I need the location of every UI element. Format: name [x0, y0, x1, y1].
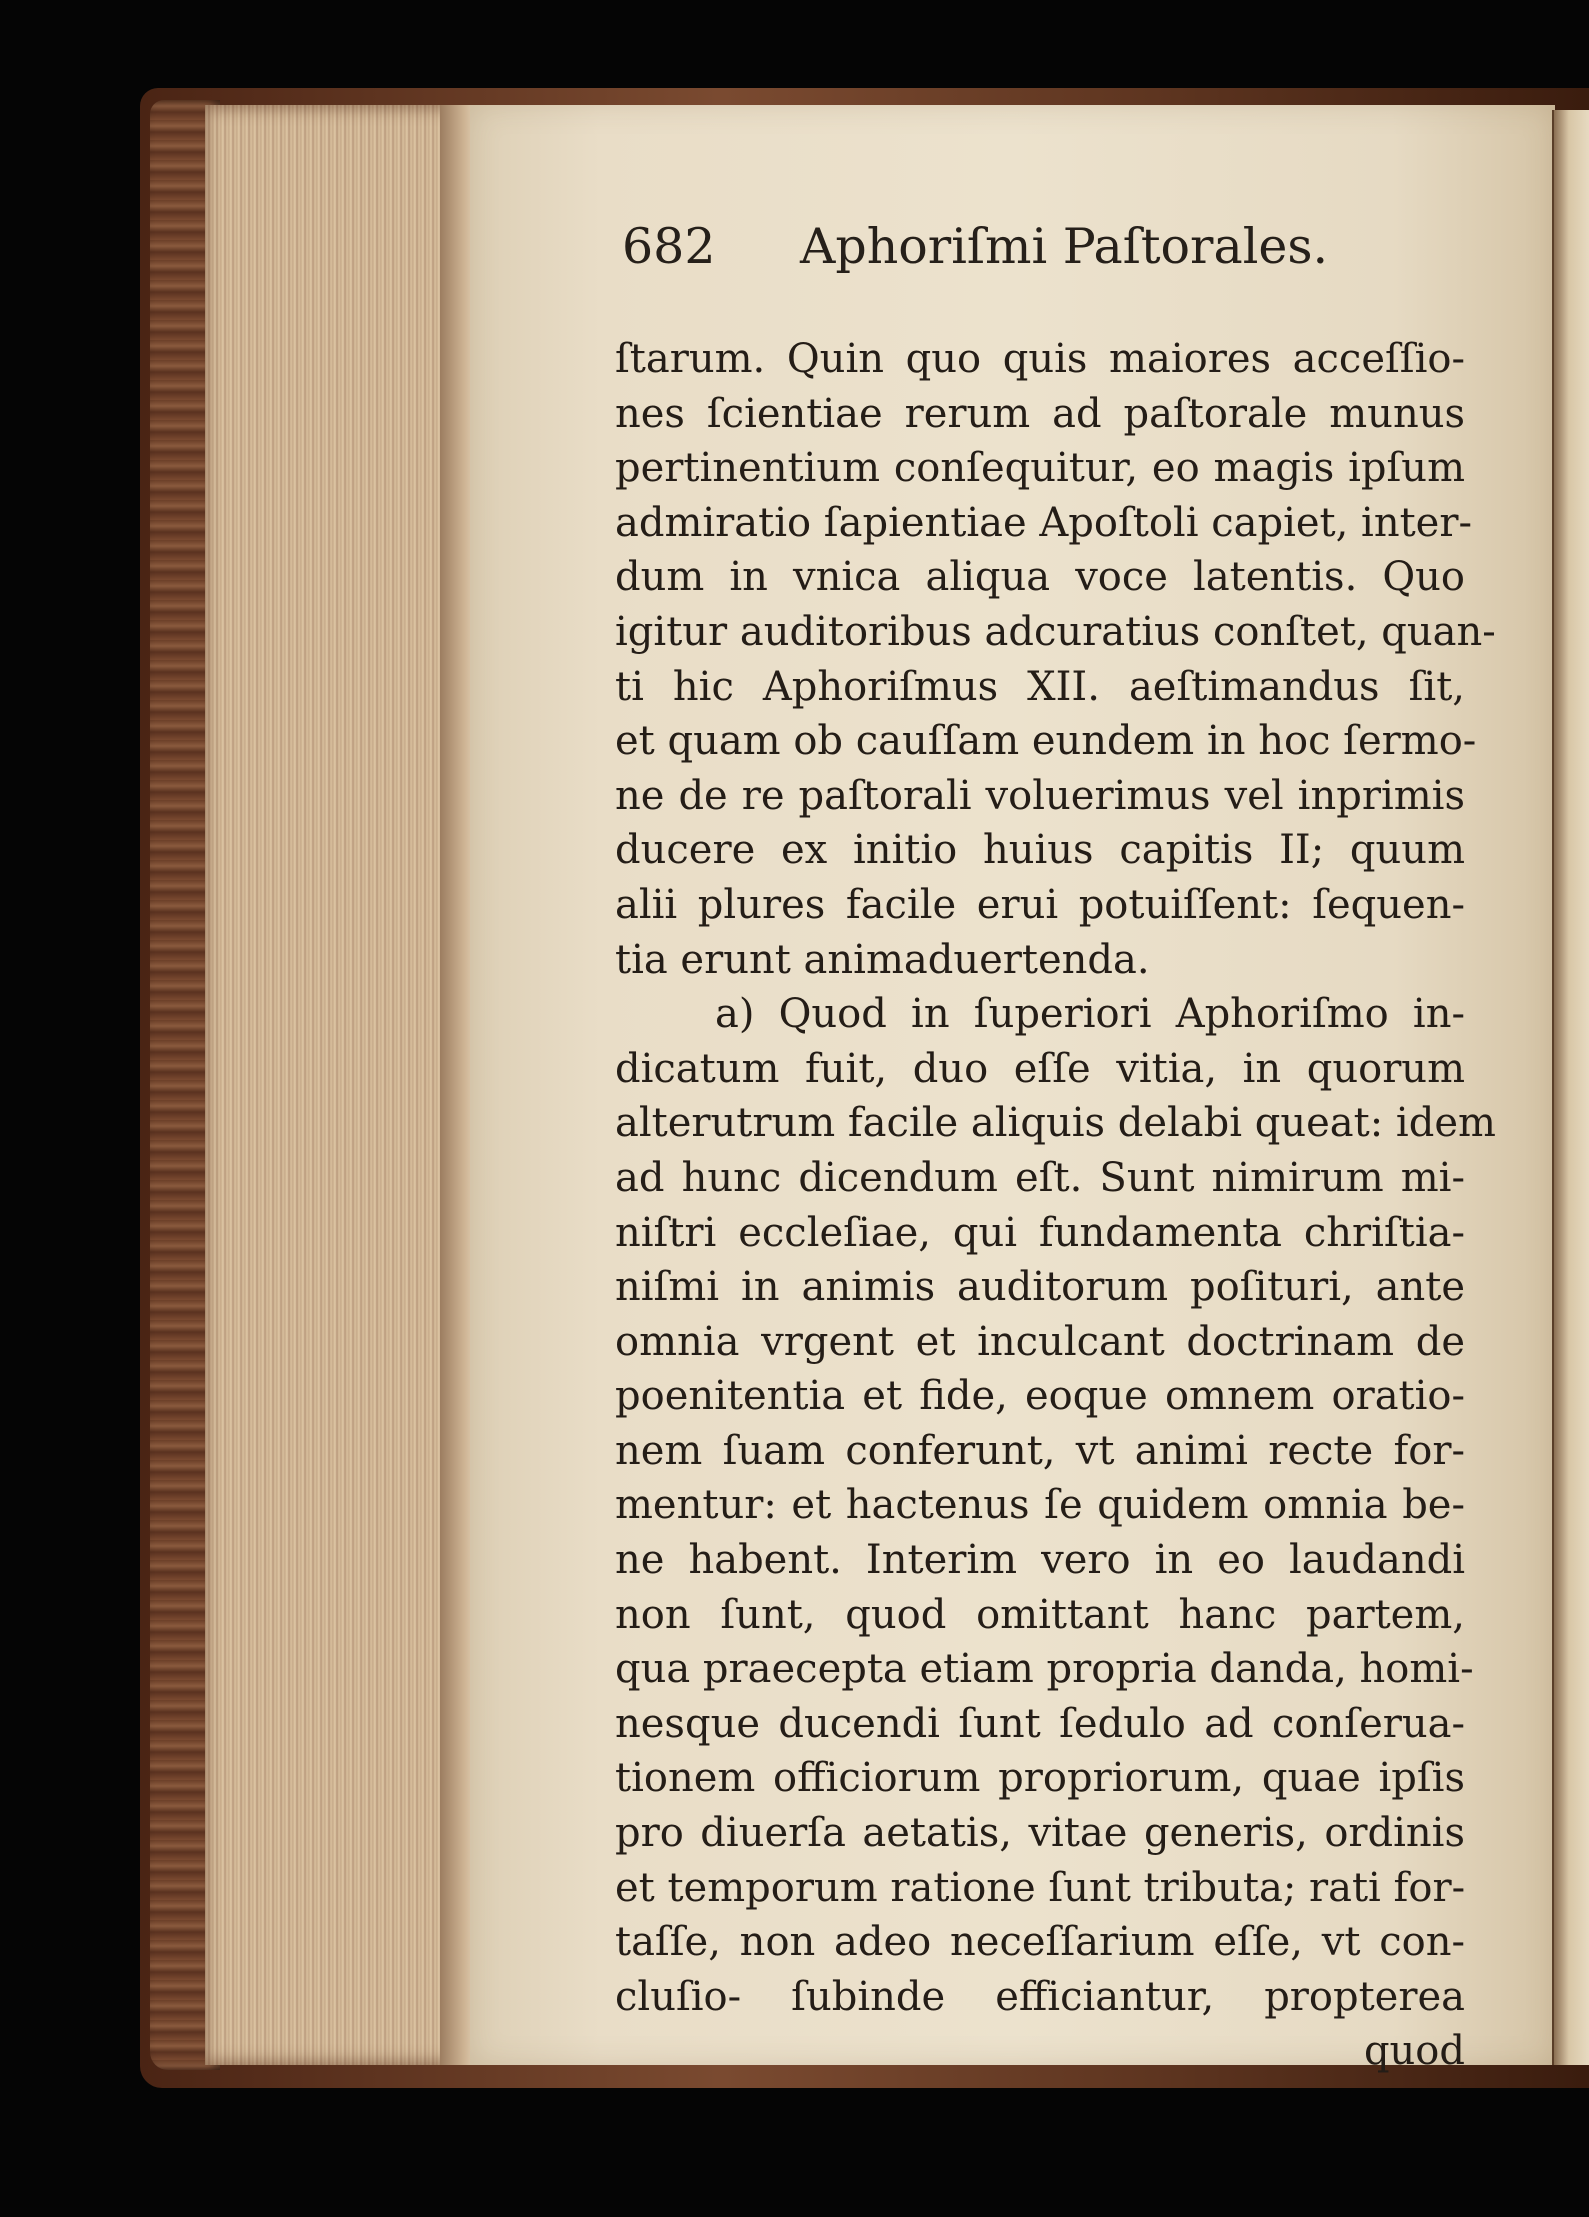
page-block-fore-edge	[205, 105, 455, 2065]
text-line: non ſunt, quod omittant hanc partem,	[615, 1591, 1465, 1638]
text-line: a) Quod in ſuperiori Aphoriſmo in-	[715, 991, 1465, 1038]
running-head: Aphoriſmi Paſtorales.	[800, 218, 1329, 275]
text-line: et quam ob cauſſam eundem in hoc ſermo-	[615, 718, 1477, 765]
text-line: nem ſuam conferunt, vt animi recte for-	[615, 1427, 1465, 1474]
text-line: alii plures facile erui potuiſſent: ſequen-	[615, 881, 1465, 928]
text-line: ducere ex initio huius capitis II; quum	[615, 827, 1465, 874]
text-line: qua praecepta etiam propria danda, homi-	[615, 1646, 1474, 1693]
text-line: pro diuerſa aetatis, vitae generis, ordinis	[615, 1810, 1465, 1857]
page-number: 682	[622, 218, 716, 275]
text-line: igitur auditoribus adcuratius conſtet, quan-	[615, 608, 1496, 655]
text-line: mentur: et hactenus ſe quidem omnia be-	[615, 1482, 1465, 1529]
text-line: ti hic Aphoriſmus XII. aeſtimandus ſit,	[615, 663, 1465, 710]
text-line: admiratio ſapientiae Apoſtoli capiet, inter-	[615, 499, 1472, 546]
text-line: tia erunt animaduertenda.	[615, 936, 1150, 983]
facing-page-edge	[1552, 110, 1589, 2065]
text-line: ad hunc dicendum eſt. Sunt nimirum mi-	[615, 1154, 1465, 1201]
text-line: pertinentium conſequitur, eo magis ipſum	[615, 445, 1465, 492]
text-line: et temporum ratione ſunt tributa; rati for-	[615, 1864, 1466, 1911]
text-line: nes ſcientiae rerum ad paſtorale munus	[615, 390, 1465, 437]
text-line: ne de re paſtorali voluerimus vel inprimis	[615, 772, 1465, 819]
text-line: ſtarum. Quin quo quis maiores acceſſio-	[615, 336, 1465, 382]
page-header	[622, 218, 1329, 288]
body-text	[615, 332, 1496, 2079]
text-line: taſſe, non adeo neceſſarium eſſe, vt con-	[615, 1919, 1465, 1966]
text-line: niſmi in animis auditorum poſituri, ante	[615, 1264, 1465, 1311]
text-line: alterutrum facile aliquis delabi queat: idem	[615, 1100, 1496, 1147]
text-line: poenitentia et fide, eoque omnem oratio-	[615, 1373, 1465, 1420]
text-line: omnia vrgent et inculcant doctrinam de	[615, 1318, 1465, 1365]
text-line: cluſio- ſubinde efficiantur, propterea	[615, 1973, 1465, 2020]
text-line: dum in vnica aliqua voce latentis. Quo	[615, 554, 1465, 601]
text-line: niſtri eccleſiae, qui fundamenta chriſtia-	[615, 1209, 1465, 1256]
text-line: dicatum fuit, duo eſſe vitia, in quorum	[615, 1045, 1465, 1092]
text-line: tionem officiorum propriorum, quae ipſis	[615, 1755, 1465, 1802]
text-line: nesque ducendi ſunt ſedulo ad conſerua-	[615, 1700, 1465, 1747]
catchword: quod	[1363, 2028, 1465, 2075]
text-line: ne habent. Interim vero in eo laudandi	[615, 1537, 1465, 1584]
